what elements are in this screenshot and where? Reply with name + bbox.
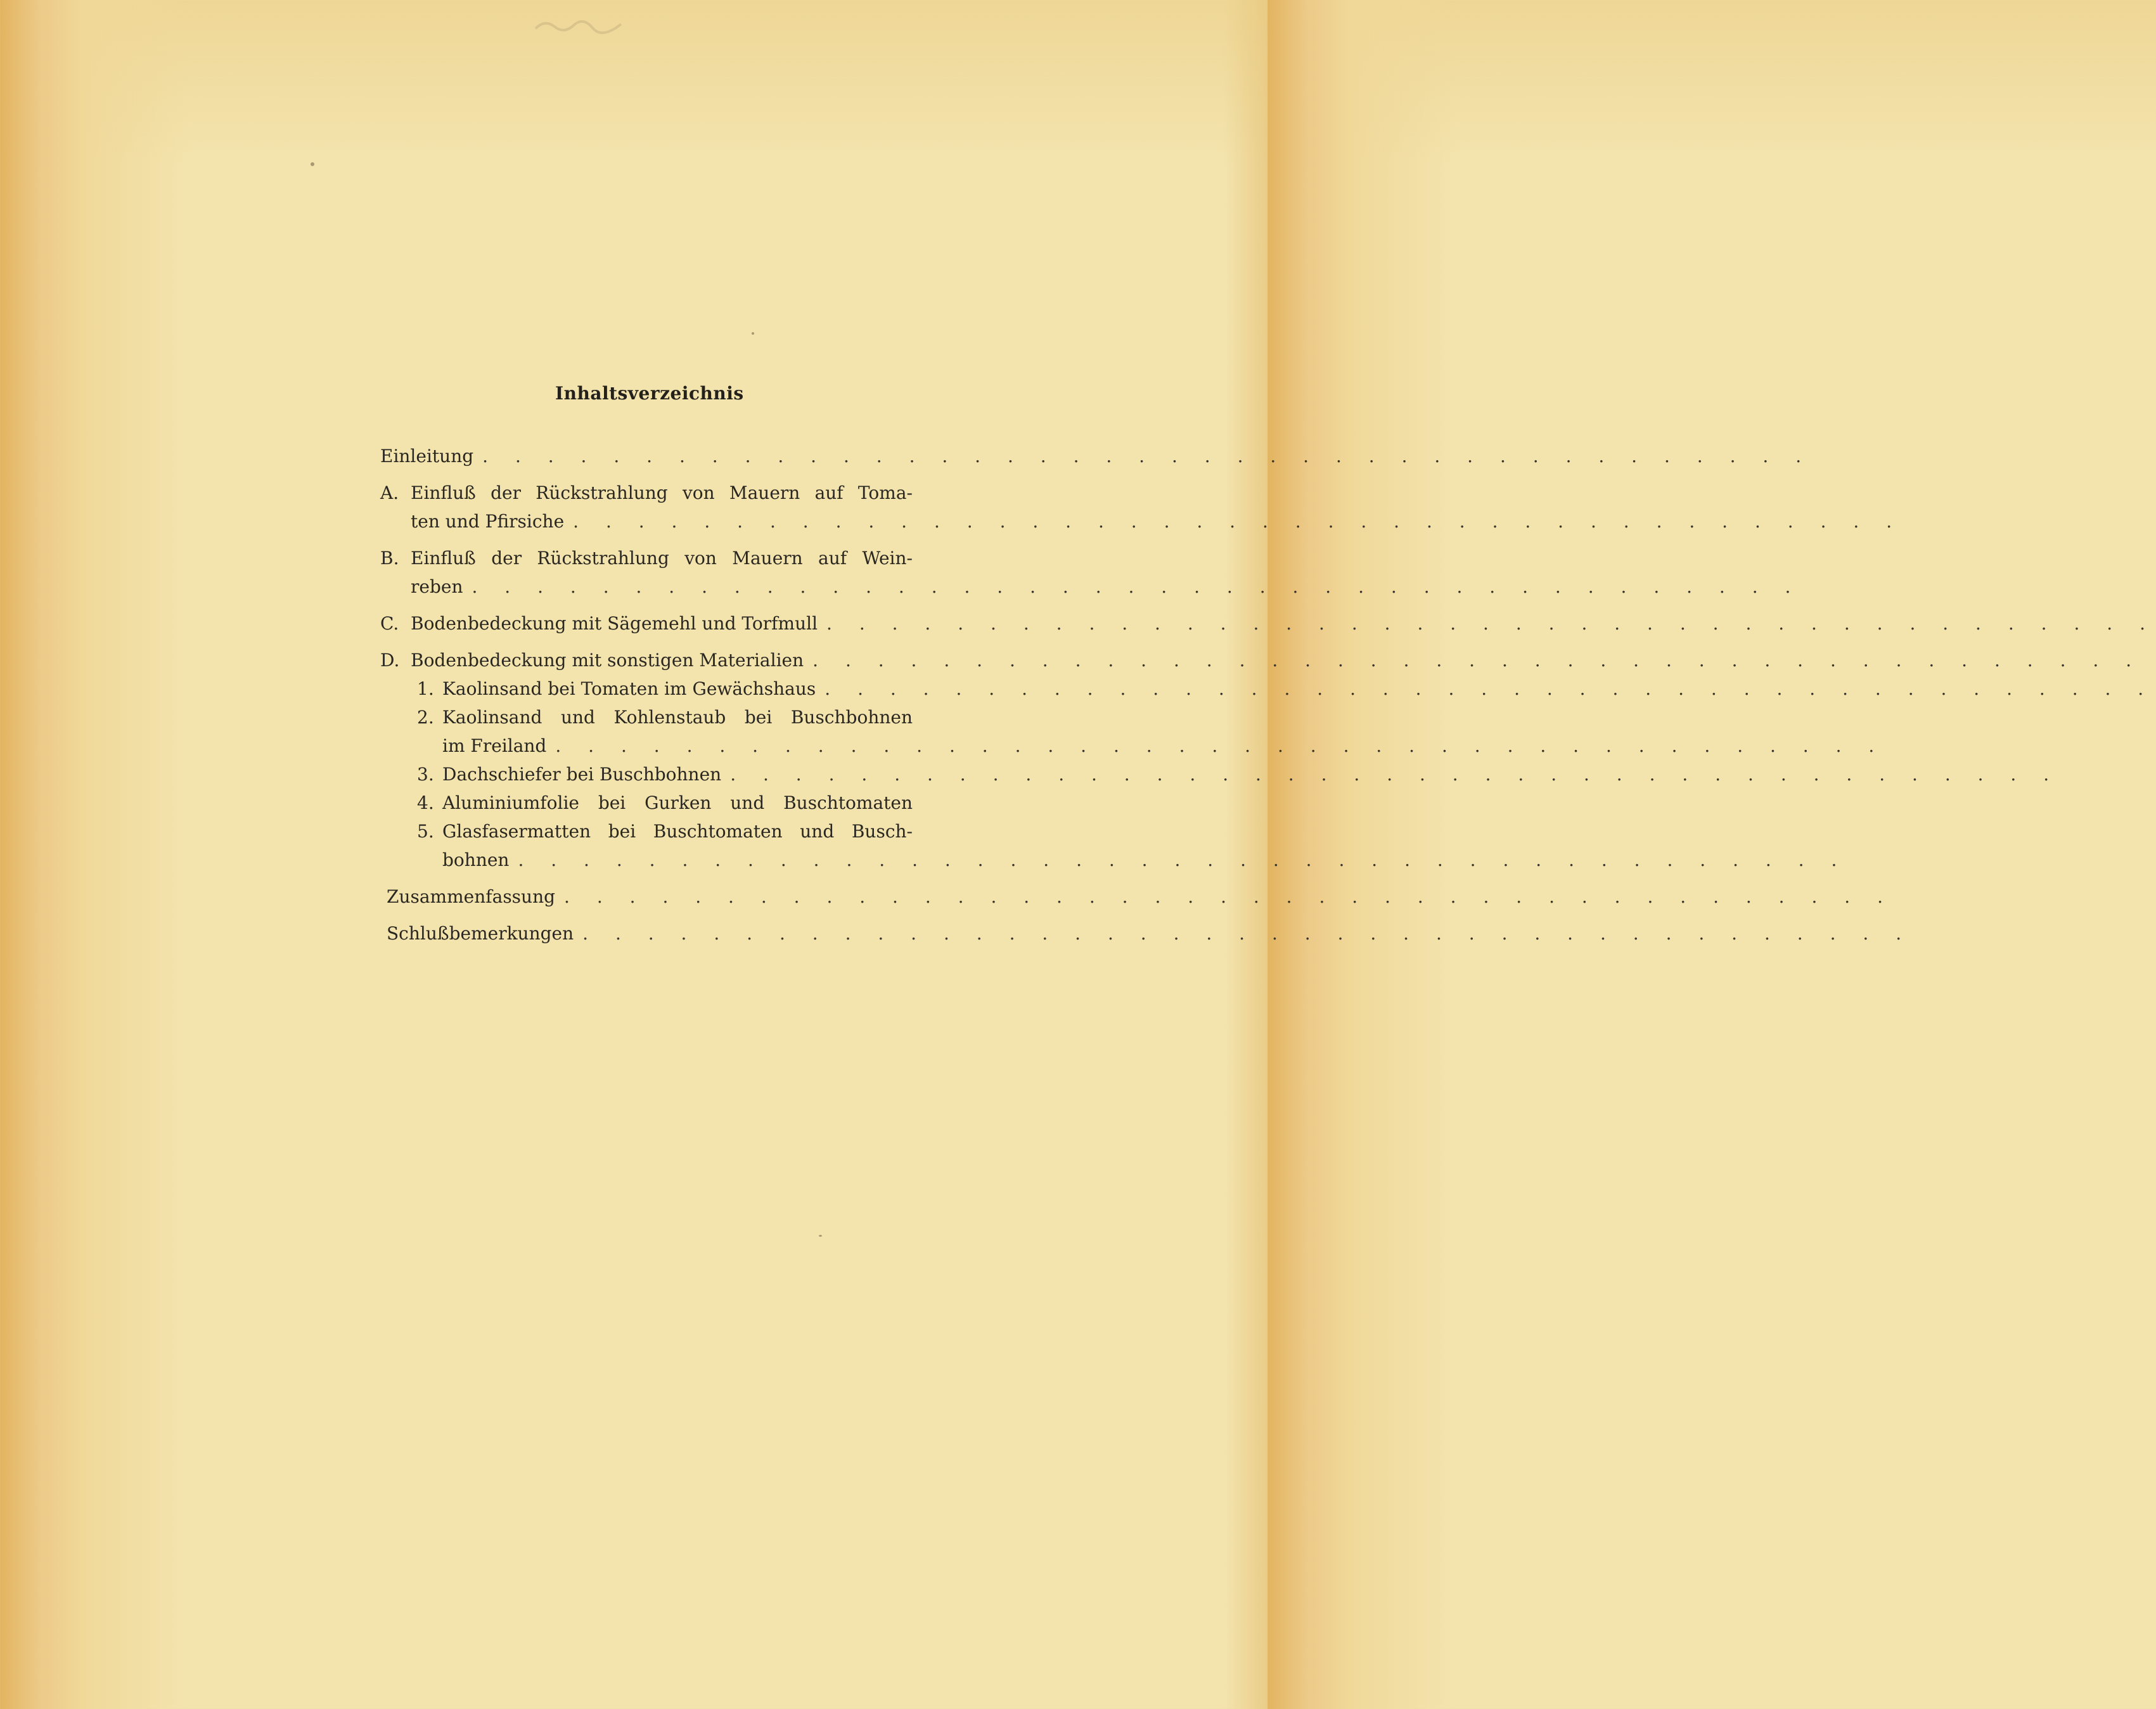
table-of-contents bbox=[380, 442, 2156, 948]
section-letter: B. bbox=[380, 548, 399, 569]
toc-entry-text: Glasfasermatten bei Buschtomaten und Busch- bbox=[442, 821, 913, 842]
toc-entry-text: Einleitung bbox=[380, 446, 474, 467]
subsection-number: 4. bbox=[417, 792, 434, 813]
toc-subentry-5 bbox=[417, 817, 1848, 874]
toc-entry-text-continued: reben bbox=[411, 576, 463, 597]
subsection-number: 2. bbox=[417, 707, 434, 728]
toc-entry-text: Einfluß der Rückstrahlung von Mauern auf Wein- bbox=[411, 548, 913, 569]
dot-leader: . . . . . . . . . . . . . . . . . . . . . . . . . . . . . . . . . . . . . . . . . bbox=[730, 764, 2060, 785]
dot-leader: . . . . . . . . . . . . . . . . . . . . . . . . . . . . . . . . . . . . . . . . . bbox=[472, 576, 1802, 597]
toc-entry-text: Einfluß der Rückstrahlung von Mauern auf Toma- bbox=[411, 482, 913, 503]
dot-leader: . . . . . . . . . . . . . . . . . . . . . . . . . . . . . . . . . . . . . . . . . bbox=[826, 613, 2156, 634]
toc-entry-text: Kaolinsand bei Tomaten im Gewächshaus bbox=[442, 678, 816, 699]
section-letter: A. bbox=[380, 482, 399, 503]
paper-speck bbox=[311, 162, 314, 166]
toc-title: Inhaltsverzeichnis bbox=[555, 383, 744, 404]
toc-entry-text-continued: bohnen bbox=[442, 849, 510, 870]
dot-leader: . . . . . . . . . . . . . . . . . . . . . . . . . . . . . . . . . . . . . . . . . bbox=[825, 678, 2155, 699]
dot-leader: . . . . . . . . . . . . . . . . . . . . . . . . . . . . . . . . . . . . . . . . . bbox=[812, 650, 2143, 671]
dot-leader: . . . . . . . . . . . . . . . . . . . . . . . . . . . . . . . . . . . . . . . . . bbox=[573, 511, 1903, 532]
toc-entry-text-continued: im Freiland bbox=[442, 735, 547, 756]
toc-entry-zusammenfassung bbox=[387, 882, 1894, 911]
section-letter: D. bbox=[380, 650, 400, 671]
toc-entry-einleitung bbox=[380, 442, 1813, 470]
dot-leader: . . . . . . . . . . . . . . . . . . . . . . . . . . . . . . . . . . . . . . . . . bbox=[582, 923, 1913, 944]
paper-speck bbox=[752, 332, 754, 335]
subsection-number: 5. bbox=[417, 821, 434, 842]
toc-entry-text: Bodenbedeckung mit sonstigen Materialien bbox=[411, 650, 804, 671]
paper-speck bbox=[819, 1235, 822, 1237]
toc-entry-text: Bodenbedeckung mit Sägemehl und Torfmull bbox=[411, 613, 818, 634]
toc-subentry-3 bbox=[417, 760, 2060, 789]
toc-entry-section-c bbox=[380, 609, 2156, 638]
toc-entry-text: Schlußbemerkungen bbox=[387, 923, 574, 944]
faded-stamp-mark bbox=[532, 13, 627, 38]
toc-entry-text: Zusammenfassung bbox=[387, 886, 556, 907]
toc-subentry-2 bbox=[417, 703, 1885, 760]
toc-subentry-4 bbox=[417, 789, 913, 817]
toc-entry-section-b bbox=[380, 544, 1802, 601]
dot-leader: . . . . . . . . . . . . . . . . . . . . . . . . . . . . . . . . . . . . . . . . . bbox=[518, 849, 1848, 870]
toc-entry-text: Dachschiefer bei Buschbohnen bbox=[442, 764, 722, 785]
subsection-number: 1. bbox=[417, 678, 434, 699]
dot-leader: . . . . . . . . . . . . . . . . . . . . . . . . . . . . . . . . . . . . . . . . . bbox=[482, 446, 1813, 467]
dot-leader: . . . . . . . . . . . . . . . . . . . . . . . . . . . . . . . . . . . . . . . . . bbox=[555, 735, 1885, 756]
section-letter: C. bbox=[380, 613, 399, 634]
dot-leader: . . . . . . . . . . . . . . . . . . . . . . . . . . . . . . . . . . . . . . . . . bbox=[564, 886, 1894, 907]
toc-entry-schlussbemerkungen bbox=[387, 919, 1913, 948]
toc-subentry-1 bbox=[417, 674, 2155, 703]
subsection-number: 3. bbox=[417, 764, 434, 785]
toc-entry-text: Aluminiumfolie bei Gurken und Buschtomaten bbox=[442, 792, 913, 813]
toc-entry-section-a bbox=[380, 479, 1903, 536]
toc-entry-section-d bbox=[380, 646, 2143, 674]
toc-entry-text-continued: ten und Pfirsiche bbox=[411, 511, 565, 532]
toc-entry-text: Kaolinsand und Kohlenstaub bei Buschbohnen bbox=[442, 707, 913, 728]
